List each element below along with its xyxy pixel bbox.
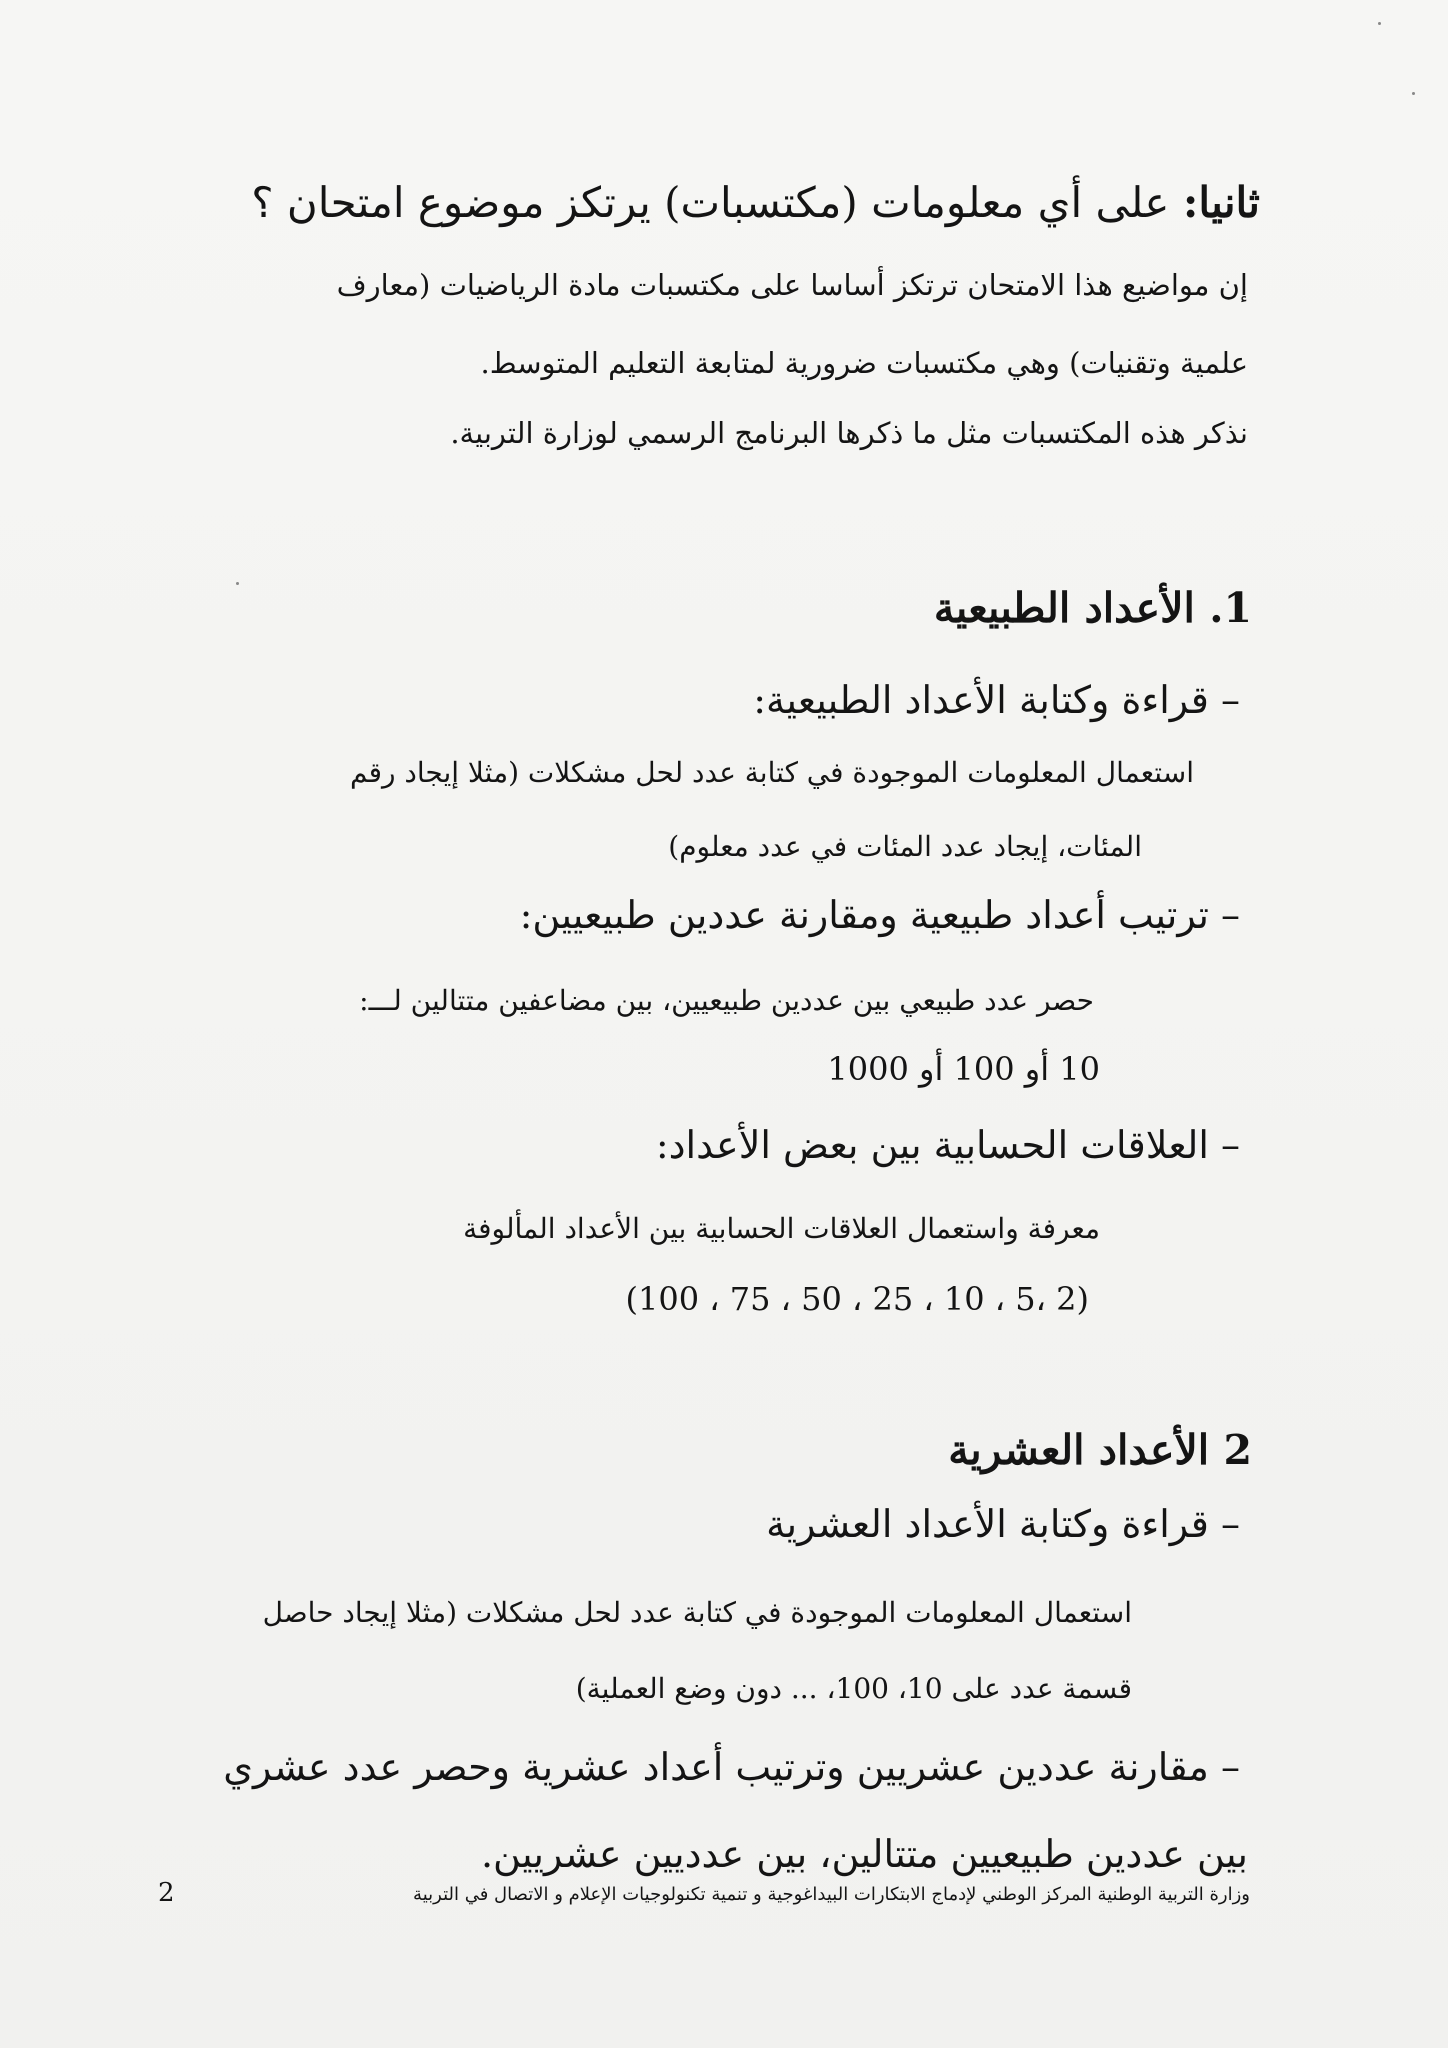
section-1-title: 1. الأعداد الطبيعية bbox=[933, 584, 1252, 632]
title-label: ثانيا: bbox=[1182, 178, 1260, 227]
intro-line-1: إن مواضيع هذا الامتحان ترتكز أساسا على مكتسبات مادة الرياضيات (معارف bbox=[336, 268, 1248, 302]
section-1-item-1-line-2: المئات، إيجاد عدد المئات في عدد معلوم) bbox=[668, 830, 1142, 863]
intro-line-2: علمية وتقنيات) وهي مكتسبات ضرورية لمتابعة التعليم المتوسط. bbox=[480, 346, 1248, 380]
section-1-item-2-line-1: حصر عدد طبيعي بين عددين طبيعيين، بين مضاعفين متتالين لـــ: bbox=[359, 984, 1094, 1017]
intro-line-3: نذكر هذه المكتسبات مثل ما ذكرها البرنامج الرسمي لوزارة التربية. bbox=[450, 416, 1248, 450]
section-1-item-2-line-2: 10 أو 100 أو 1000 bbox=[827, 1050, 1100, 1088]
section-1-item-1-line-1: استعمال المعلومات الموجودة في كتابة عدد لحل مشكلات (مثلا إيجاد رقم bbox=[349, 756, 1194, 789]
page-title bbox=[251, 178, 1260, 227]
section-2-title: 2 الأعداد العشرية bbox=[948, 1426, 1252, 1474]
footer-text: وزارة التربية الوطنية المركز الوطني لإدماج الابتكارات البيداغوجية و تنمية تكنولوجيات الإعلام و الاتصال في التربية bbox=[413, 1884, 1250, 1905]
section-1-item-3-heading: – العلاقات الحسابية بين بعض الأعداد: bbox=[655, 1123, 1240, 1167]
scan-speck bbox=[1412, 92, 1415, 95]
section-1-item-1-heading: – قراءة وكتابة الأعداد الطبيعية: bbox=[753, 678, 1240, 722]
section-1-item-3-line-2: (2 ،5 ، 10 ، 25 ، 50 ، 75 ، 100) bbox=[625, 1280, 1089, 1318]
section-1-item-3-line-1: معرفة واستعمال العلاقات الحسابية بين الأعداد المألوفة bbox=[463, 1212, 1100, 1245]
title-text: على أي معلومات (مكتسبات) يرتكز موضوع امتحان ؟ bbox=[251, 178, 1170, 227]
section-2-item-2-heading: – مقارنة عددين عشريين وترتيب أعداد عشرية وحصر عدد عشري bbox=[223, 1745, 1240, 1789]
section-2-item-1-line-1: استعمال المعلومات الموجودة في كتابة عدد لحل مشكلات (مثلا إيجاد حاصل bbox=[262, 1596, 1132, 1629]
section-2-item-1-line-2: قسمة عدد على 10، 100، ... دون وضع العملية) bbox=[575, 1672, 1132, 1705]
section-2-item-2-heading-continued: بين عددين طبيعيين متتالين، بين عدديين عشريين. bbox=[480, 1832, 1248, 1876]
section-1-item-2-heading: – ترتيب أعداد طبيعية ومقارنة عددين طبيعيين: bbox=[519, 893, 1240, 937]
scan-speck bbox=[236, 582, 239, 585]
page-number: 2 bbox=[158, 1878, 175, 1908]
scan-speck bbox=[1378, 22, 1381, 25]
section-2-item-1-heading: – قراءة وكتابة الأعداد العشرية bbox=[766, 1502, 1240, 1546]
